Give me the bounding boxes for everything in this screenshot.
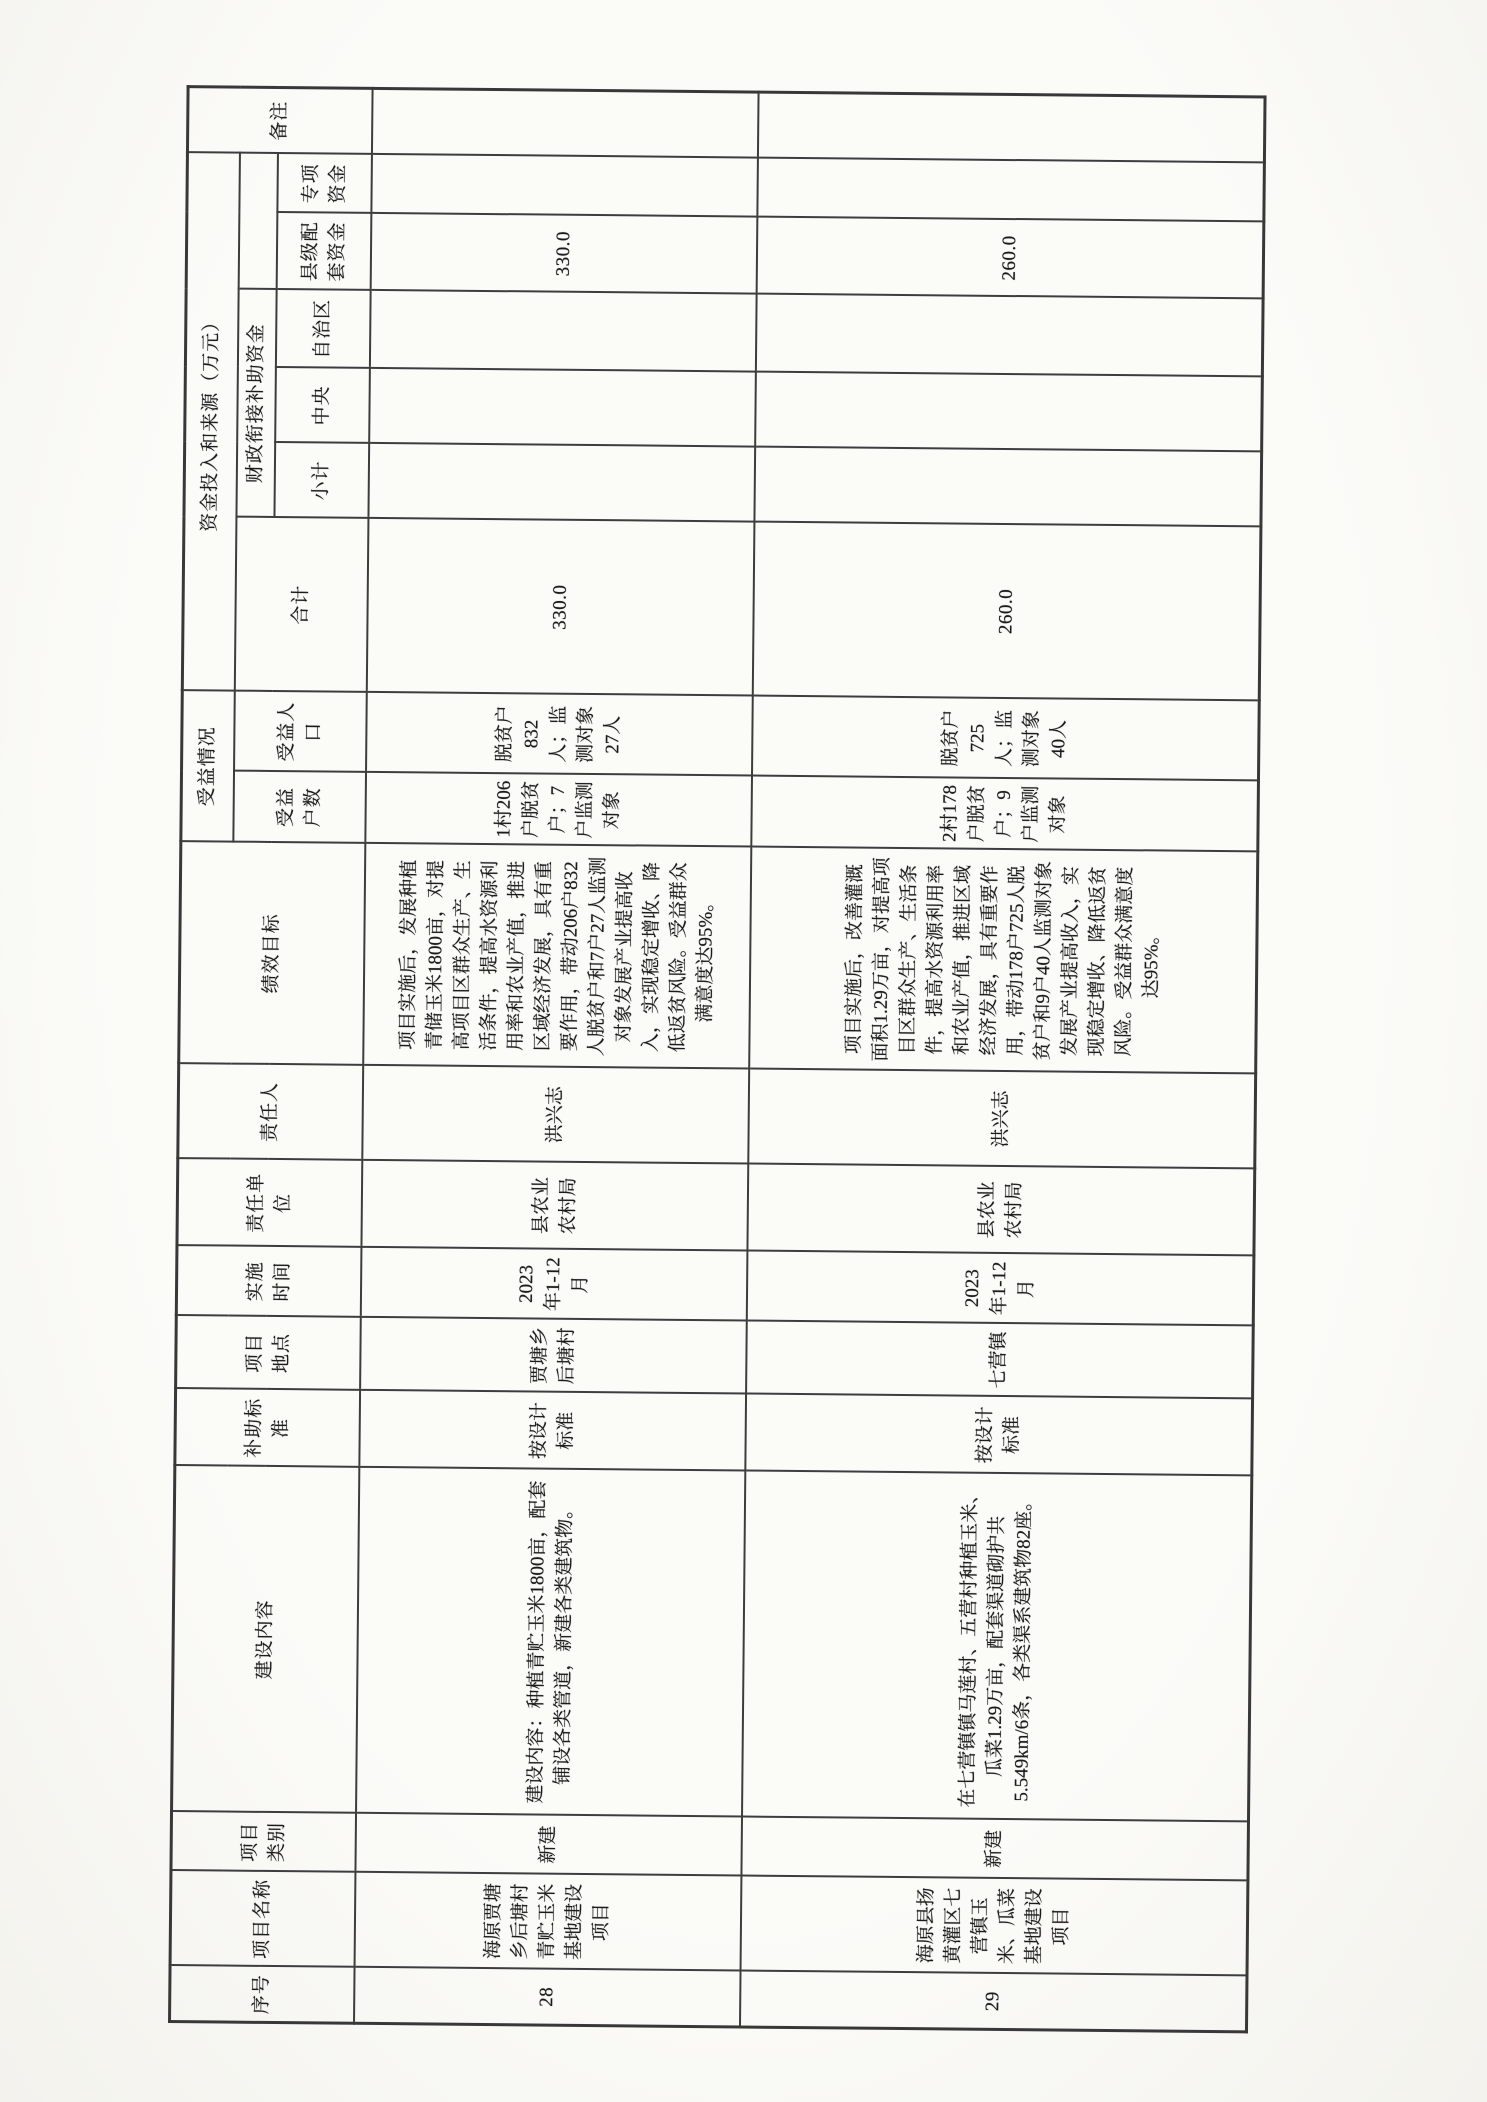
header-responsible-person: 责任人 bbox=[178, 1064, 363, 1161]
cell-subsidy-standard: 按设计标准 bbox=[745, 1394, 1253, 1476]
cell-implementation-time: 2023年1-12月 bbox=[746, 1251, 1254, 1326]
header-project-name: 项目名称 bbox=[170, 1871, 355, 1968]
cell-special-funds bbox=[757, 158, 1265, 222]
cell-benefit-population: 脱贫户832人；监测对象27人 bbox=[366, 692, 753, 776]
cell-autonomous-region bbox=[369, 290, 756, 372]
cell-subsidy-standard: 按设计标准 bbox=[359, 1390, 746, 1471]
cell-performance-target: 项目实施后，发展种植青储玉米1800亩，对提高项目区群众生产、生活条件，提高水资源利用率和农业产值，推进区域经济发展，具有重要作用，带动206户832人脱贫户和7户27人监测对象发展产业提高收入，实现稳定增收、降低返贫风险。受益群众满意度达95%。 bbox=[363, 843, 751, 1069]
header-row-1 bbox=[170, 87, 241, 2022]
header-subsidy-standard: 补助标准 bbox=[175, 1389, 360, 1468]
header-responsible-unit: 责任单位 bbox=[177, 1159, 362, 1248]
header-seq: 序号 bbox=[170, 1966, 355, 2024]
cell-project-location: 贾塘乡后塘村 bbox=[360, 1317, 747, 1394]
cell-seq: 28 bbox=[354, 1967, 741, 2027]
cell-project-name: 海原贾塘乡后塘村青贮玉米基地建设项目 bbox=[354, 1872, 741, 1971]
cell-special-funds bbox=[371, 154, 758, 217]
cell-central bbox=[755, 372, 1263, 452]
header-benefit-population: 受益人口 bbox=[234, 691, 367, 772]
project-funding-table bbox=[168, 85, 1267, 2033]
table-row-29 bbox=[739, 92, 1265, 2032]
cell-county-matching-funds: 330.0 bbox=[370, 213, 757, 294]
cell-benefit-population: 脱贫户725人；监测对象40人 bbox=[751, 696, 1259, 781]
cell-subtotal bbox=[754, 447, 1262, 527]
header-construction-content: 建设内容 bbox=[172, 1466, 359, 1814]
cell-subtotal bbox=[368, 443, 755, 522]
header-performance-target: 绩效目标 bbox=[179, 842, 365, 1066]
cell-responsible-unit: 县农业农村局 bbox=[747, 1164, 1255, 1256]
cell-total: 260.0 bbox=[752, 522, 1261, 701]
header-county-matching-funds: 县级配套资金 bbox=[276, 212, 371, 290]
cell-performance-target: 项目实施后，改善灌溉面积1.29万亩，对提高项目区群众生产、生活条件，提高水资源利用率和农业产值，推进区域经济发展，具有重要作用，带动178户725人脱贫户和9户40人监测对象发展产业提高收入，实现稳定增收、降低返贫风险。受益群众满意度达95%。 bbox=[749, 847, 1258, 1074]
header-subtotal: 小计 bbox=[274, 442, 369, 518]
cell-project-category: 新建 bbox=[741, 1817, 1249, 1881]
header-special-funds: 专项资金 bbox=[277, 153, 372, 213]
cell-autonomous-region bbox=[755, 294, 1263, 377]
cell-seq: 29 bbox=[739, 1971, 1247, 2032]
header-empty-spacer bbox=[238, 153, 277, 289]
cell-remark bbox=[371, 88, 758, 158]
header-funding-group: 资金投入和来源（万元） bbox=[182, 153, 239, 691]
header-central: 中央 bbox=[275, 367, 370, 443]
cell-construction-content: 建设内容：种植青贮玉米1800亩，配套铺设各类管道，新建各类建筑物。 bbox=[356, 1467, 745, 1817]
header-benefit-group: 受益情况 bbox=[181, 691, 234, 843]
cell-project-location: 七营镇 bbox=[746, 1321, 1254, 1399]
cell-remark bbox=[757, 92, 1265, 163]
header-remark: 备注 bbox=[187, 87, 372, 155]
cell-central bbox=[369, 368, 756, 447]
cell-total: 330.0 bbox=[366, 518, 754, 696]
cell-implementation-time: 2023年1-12月 bbox=[360, 1247, 747, 1321]
header-benefit-households: 受益户数 bbox=[233, 771, 366, 843]
header-autonomous-region: 自治区 bbox=[275, 289, 370, 368]
cell-responsible-unit: 县农业农村局 bbox=[361, 1160, 748, 1251]
cell-responsible-person: 洪兴志 bbox=[748, 1069, 1256, 1169]
cell-project-name: 海原县扬黄灌区七营镇玉米、瓜菜基地建设项目 bbox=[740, 1876, 1248, 1976]
cell-project-category: 新建 bbox=[355, 1813, 742, 1876]
cell-construction-content: 在七营镇镇马莲村、五营村种植玉米、瓜菜1.29万亩，配套渠道砌护共5.549km/6条，各类渠系建筑物82座。 bbox=[742, 1471, 1252, 1822]
header-project-category: 项目类别 bbox=[171, 1812, 356, 1873]
header-project-location: 项目地点 bbox=[176, 1316, 361, 1391]
table-row-28 bbox=[354, 88, 759, 2027]
header-implementation-time: 实施时间 bbox=[176, 1246, 361, 1318]
cell-benefit-households: 1村206户脱贫户；7户监测对象 bbox=[365, 772, 752, 847]
cell-responsible-person: 洪兴志 bbox=[362, 1065, 749, 1164]
cell-county-matching-funds: 260.0 bbox=[756, 217, 1264, 299]
cell-benefit-households: 2村178户脱贫户；9户监测对象 bbox=[751, 776, 1259, 852]
header-total: 合计 bbox=[234, 517, 368, 692]
rotated-table-container bbox=[168, 88, 1264, 2033]
header-fiscal-group: 财政衔接补助资金 bbox=[236, 289, 276, 517]
